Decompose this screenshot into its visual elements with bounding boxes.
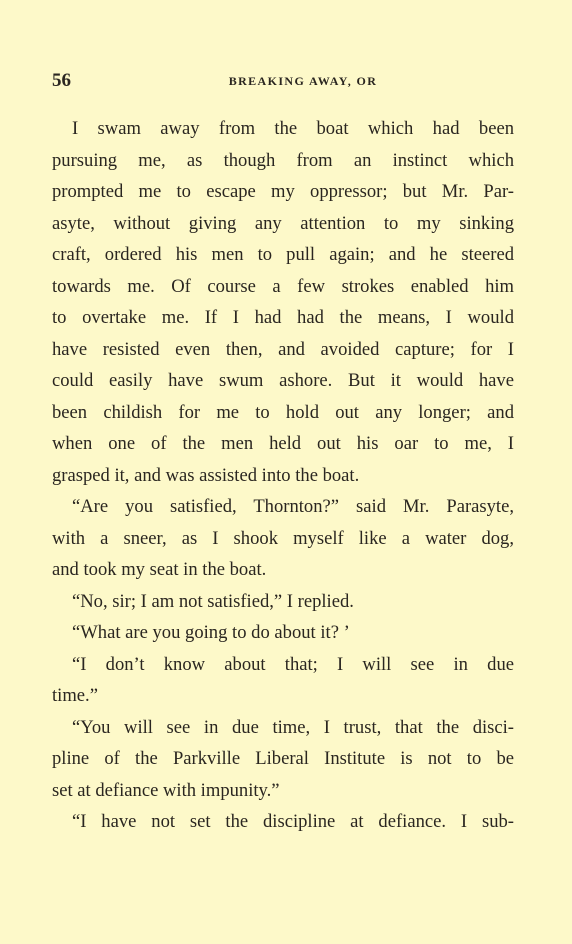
- text-line: with a sneer, as I shook myself like a water dog,: [52, 527, 514, 549]
- text-line: I swam away from the boat which had been: [72, 118, 514, 139]
- text-line: pline of the Parkville Liberal Institute is not to be: [52, 748, 514, 769]
- text-line: asyte, without giving any attention to my sinking: [52, 212, 514, 234]
- text-line: “I have not set the discipline at defiance. I sub-: [72, 811, 514, 832]
- running-title: BREAKING AWAY, OR: [228, 74, 378, 88]
- text-line: when one of the men held out his oar to me, I: [52, 433, 514, 454]
- text-line: “What are you going to do about it? ’: [72, 622, 350, 643]
- text-line: towards me. Of course a few strokes enabled him: [52, 275, 514, 297]
- text-line: “You will see in due time, I trust, that the disci-: [72, 716, 514, 738]
- text-line: “No, sir; I am not satisfied,” I replied.: [72, 590, 354, 612]
- body-text: [52, 113, 514, 838]
- page-number: 56: [52, 70, 71, 91]
- text-line: prompted me to escape my oppressor; but Mr. Par-: [52, 181, 514, 202]
- text-line: been childish for me to hold out any longer; and: [52, 401, 514, 423]
- page-header: [52, 70, 514, 92]
- text-line: pursuing me, as though from an instinct which: [52, 149, 514, 171]
- text-line: to overtake me. If I had had the means, I would: [52, 307, 514, 328]
- text-line: craft, ordered his men to pull again; and he steered: [52, 244, 514, 265]
- text-line: grasped it, and was assisted into the boat.: [52, 464, 360, 486]
- text-line: “Are you satisfied, Thornton?” said Mr. Parasyte,: [72, 496, 514, 517]
- text-line: “I don’t know about that; I will see in due: [72, 653, 514, 675]
- text-line: and took my seat in the boat.: [52, 559, 267, 580]
- text-line: could easily have swum ashore. But it would have: [52, 370, 514, 391]
- text-line: set at defiance with impunity.”: [52, 779, 280, 801]
- text-line: time.”: [52, 685, 98, 706]
- text-line: have resisted even then, and avoided capture; for I: [52, 338, 514, 360]
